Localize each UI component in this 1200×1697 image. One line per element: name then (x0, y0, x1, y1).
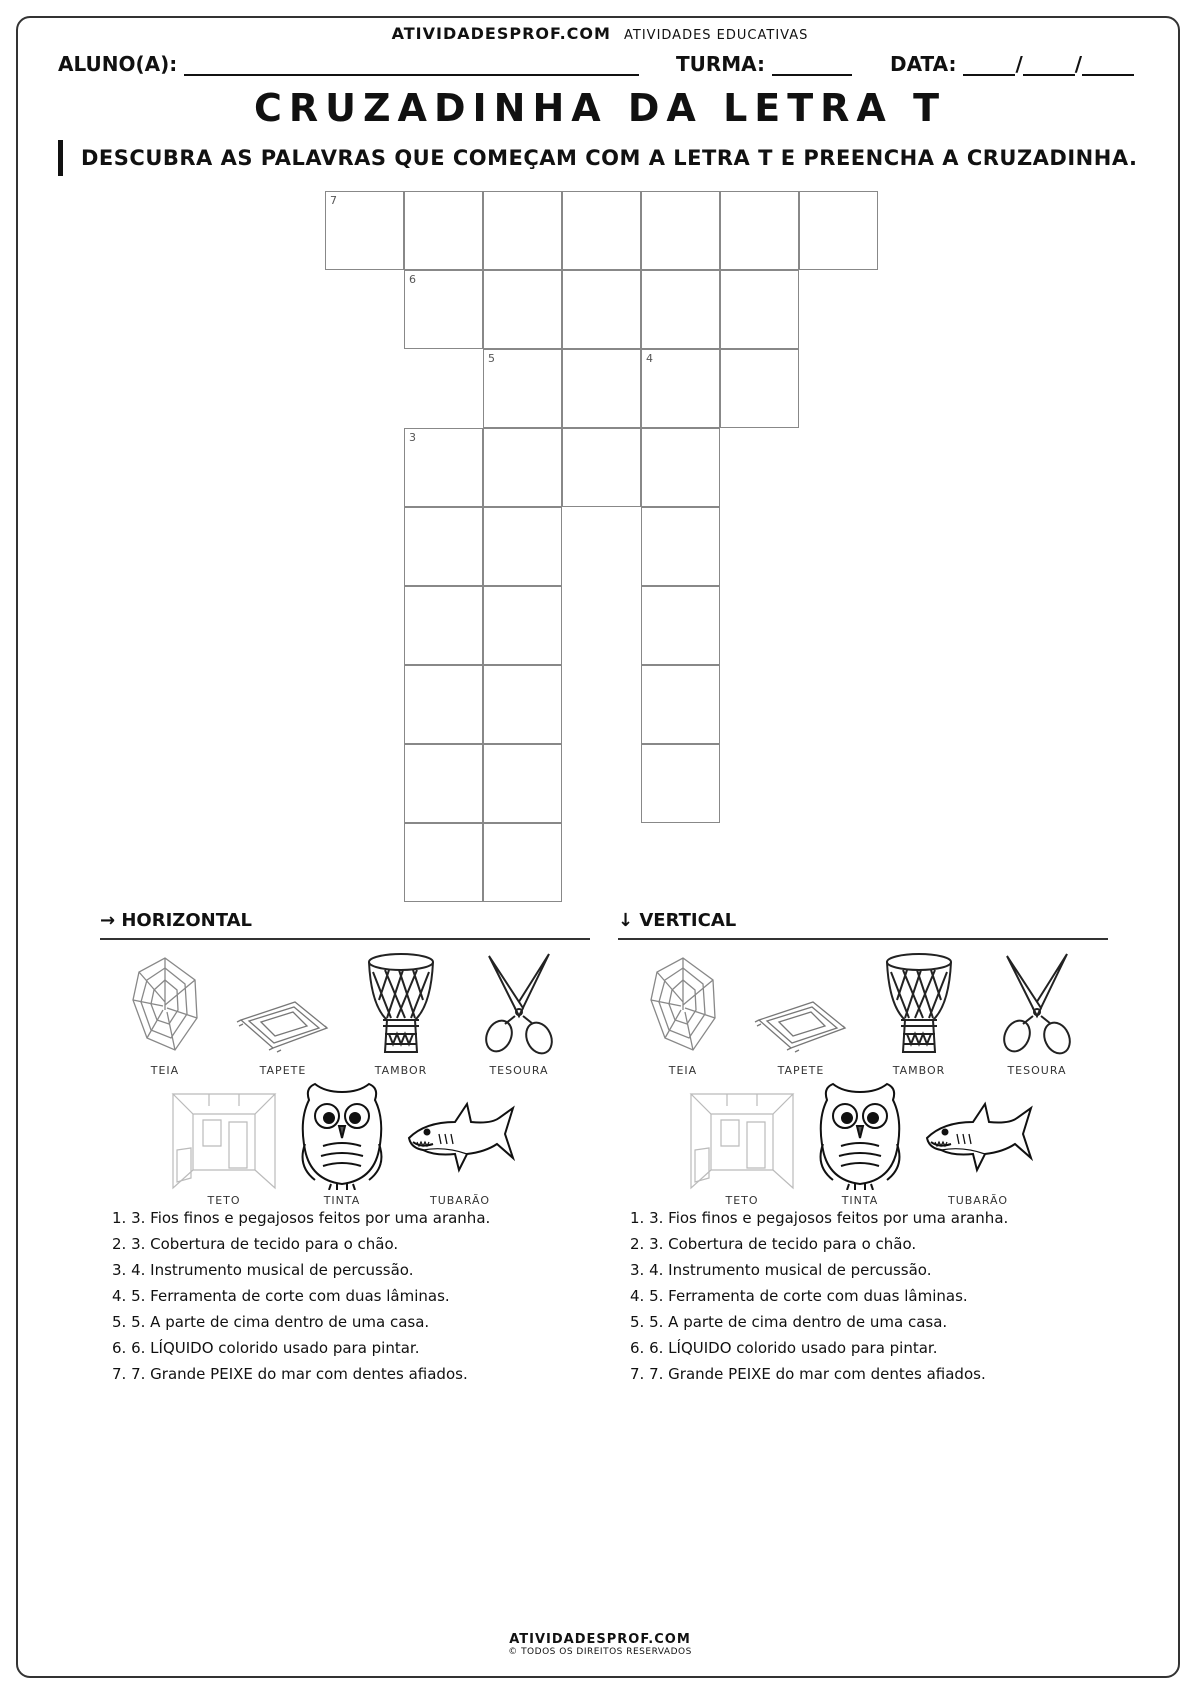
picture-label: TAMBOR (892, 1064, 946, 1077)
clue-list-horizontal (112, 1205, 490, 1387)
crossword-cell[interactable] (641, 744, 720, 823)
horizontal-section-title: → HORIZONTAL (100, 910, 252, 931)
crossword-cell[interactable] (720, 270, 799, 349)
picture-label: TEIA (150, 1064, 180, 1077)
clue-item: 5. 5. A parte de cima dentro de uma casa. (112, 1313, 430, 1331)
shark-icon (405, 1080, 515, 1190)
clue-item: 3. 4. Instrumento musical de percussão. (630, 1261, 932, 1279)
clue-number: 7 (330, 194, 337, 207)
crossword-cell[interactable] (641, 665, 720, 744)
crossword-cell[interactable] (641, 270, 720, 349)
picture-item (687, 1080, 797, 1207)
student-name-line[interactable] (184, 54, 639, 76)
crossword-cell[interactable] (404, 744, 483, 823)
picture-label: TEIA (668, 1064, 698, 1077)
crossword-cell[interactable] (483, 270, 562, 349)
page-title: CRUZADINHA DA LETRA T (254, 86, 946, 130)
footer-site-name: ATIVIDADESPROF.COM (509, 1632, 691, 1647)
site-name: ATIVIDADESPROF.COM (391, 24, 611, 43)
clue-number: 6 (409, 273, 416, 286)
date-year-line[interactable] (1082, 54, 1134, 76)
crossword-cell[interactable] (641, 586, 720, 665)
picture-item (228, 950, 338, 1077)
picture-item (746, 950, 856, 1077)
picture-label: TESOURA (489, 1064, 549, 1077)
picture-item (110, 950, 220, 1077)
picture-item (287, 1080, 397, 1207)
owl-icon (805, 1080, 915, 1190)
clue-item: 1. 3. Fios finos e pegajosos feitos por uma aranha. (112, 1209, 491, 1227)
crossword-cell[interactable] (483, 665, 562, 744)
picture-item (464, 950, 574, 1077)
student-name-label: ALUNO(A): (58, 52, 178, 76)
crossword-cell[interactable] (325, 191, 404, 270)
picture-label: TINTA (323, 1194, 361, 1207)
clue-item: 6. 6. LÍQUIDO colorido usado para pintar. (630, 1339, 938, 1357)
clue-item: 2. 3. Cobertura de tecido para o chão. (112, 1235, 399, 1253)
picture-item (864, 950, 974, 1077)
picture-label: TUBARÃO (947, 1194, 1009, 1207)
crossword-cell[interactable] (641, 349, 720, 428)
section-divider (618, 938, 1108, 940)
crossword-cell[interactable] (720, 191, 799, 270)
picture-label: TUBARÃO (429, 1194, 491, 1207)
crossword-cell[interactable] (641, 507, 720, 586)
drum-icon (346, 950, 456, 1060)
crossword-cell[interactable] (483, 191, 562, 270)
picture-item (628, 950, 738, 1077)
owl-icon (287, 1080, 397, 1190)
picture-item (346, 950, 456, 1077)
scissors-icon (464, 950, 574, 1060)
clue-number: 5 (488, 352, 495, 365)
picture-item (982, 950, 1092, 1077)
crossword-cell[interactable] (483, 507, 562, 586)
clue-item: 4. 5. Ferramenta de corte com duas lâminas. (630, 1287, 968, 1305)
rug-icon (746, 950, 856, 1060)
footer (0, 1632, 1200, 1657)
picture-label: TETO (207, 1194, 241, 1207)
clue-item: 5. 5. A parte de cima dentro de uma casa. (630, 1313, 948, 1331)
class-label: TURMA: (676, 52, 766, 76)
crossword-cell[interactable] (404, 507, 483, 586)
date-separator: / (1015, 52, 1023, 76)
crossword-cell[interactable] (404, 665, 483, 744)
clue-item: 3. 4. Instrumento musical de percussão. (112, 1261, 414, 1279)
class-field (676, 52, 852, 76)
crossword-cell[interactable] (404, 586, 483, 665)
drum-icon (864, 950, 974, 1060)
picture-label: TAMBOR (374, 1064, 428, 1077)
crossword-cell[interactable] (483, 586, 562, 665)
date-separator: / (1074, 52, 1083, 76)
picture-item (405, 1080, 515, 1207)
picture-label: TETO (725, 1194, 759, 1207)
instruction-text: DESCUBRA AS PALAVRAS QUE COMEÇAM COM A LETRA T E PREENCHA A CRUZADINHA. (58, 140, 1137, 176)
clue-number: 4 (646, 352, 653, 365)
picture-label: TAPETE (777, 1064, 825, 1077)
crossword-cell[interactable] (799, 191, 878, 270)
picture-label: TESOURA (1007, 1064, 1067, 1077)
crossword-cell[interactable] (404, 428, 483, 507)
crossword-cell[interactable] (483, 349, 562, 428)
section-divider (100, 938, 590, 940)
crossword-cell[interactable] (641, 428, 720, 507)
picture-label: TINTA (841, 1194, 879, 1207)
clue-item: 2. 3. Cobertura de tecido para o chão. (630, 1235, 917, 1253)
crossword-cell[interactable] (404, 191, 483, 270)
crossword-cell[interactable] (562, 428, 641, 507)
clue-number: 3 (409, 431, 416, 444)
crossword-cell[interactable] (483, 823, 562, 902)
picture-item (923, 1080, 1033, 1207)
date-month-line[interactable] (1023, 54, 1075, 76)
student-name-field (58, 52, 639, 76)
date-day-line[interactable] (963, 54, 1015, 76)
crossword-cell[interactable] (483, 744, 562, 823)
clue-list-vertical (630, 1205, 1008, 1387)
picture-label: TAPETE (259, 1064, 307, 1077)
crossword-cell[interactable] (720, 349, 799, 428)
ceiling-room-icon (687, 1080, 797, 1190)
clue-item: 7. 7. Grande PEIXE do mar com dentes afiados. (112, 1365, 468, 1383)
spider-web-icon (110, 950, 220, 1060)
crossword-cell[interactable] (562, 270, 641, 349)
vertical-section-title: ↓ VERTICAL (618, 910, 737, 931)
site-subtitle: ATIVIDADES EDUCATIVAS (624, 28, 809, 43)
crossword-cell[interactable] (562, 191, 641, 270)
picture-item (169, 1080, 279, 1207)
crossword-cell[interactable] (562, 349, 641, 428)
clue-item: 4. 5. Ferramenta de corte com duas lâminas. (112, 1287, 450, 1305)
crossword-cell[interactable] (404, 270, 483, 349)
footer-rights: © TODOS OS DIREITOS RESERVADOS (508, 1647, 692, 1657)
site-header (0, 24, 1200, 43)
crossword-cell[interactable] (404, 823, 483, 902)
picture-item (805, 1080, 915, 1207)
clue-item: 1. 3. Fios finos e pegajosos feitos por uma aranha. (630, 1209, 1009, 1227)
ceiling-room-icon (169, 1080, 279, 1190)
crossword-cell[interactable] (483, 428, 562, 507)
spider-web-icon (628, 950, 738, 1060)
clue-item: 7. 7. Grande PEIXE do mar com dentes afiados. (630, 1365, 986, 1383)
clue-item: 6. 6. LÍQUIDO colorido usado para pintar. (112, 1339, 420, 1357)
crossword-cell[interactable] (641, 191, 720, 270)
scissors-icon (982, 950, 1092, 1060)
rug-icon (228, 950, 338, 1060)
date-label: DATA: (890, 52, 957, 76)
shark-icon (923, 1080, 1033, 1190)
class-line[interactable] (772, 54, 852, 76)
date-field (890, 52, 1134, 76)
